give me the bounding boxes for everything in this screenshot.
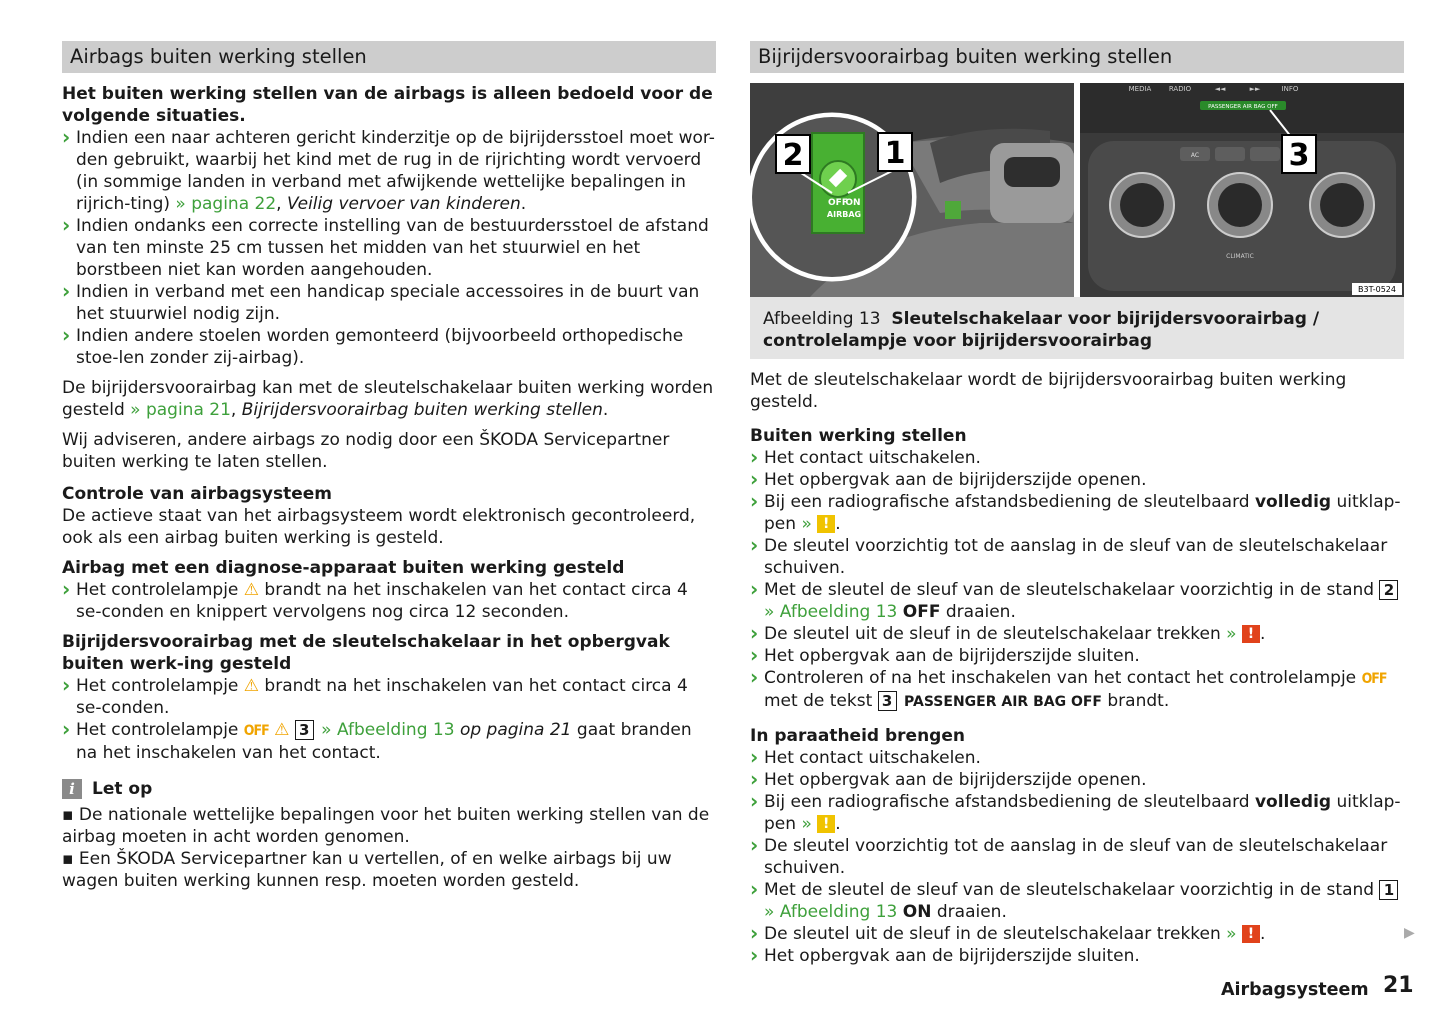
footer-section-title: Airbagsysteem (1221, 980, 1369, 1000)
svg-text:►►: ►► (1249, 85, 1261, 93)
disable-steps (750, 447, 1404, 713)
note-title: Let op (92, 779, 153, 799)
list-item: › Het controlelampje OFF ⚠ 3 » Afbeelding 13 op pagina 21 gaat branden na het inschakelen van het contact. (62, 719, 716, 764)
list-item: › Indien een naar achteren gericht kinderzitje op de bijrijdersstoel moet wor-den gebruikt, waarbij het kind met de rug in de rijrichting wordt vervoerd (in sommige landen in verband met afwijkende wettelijke bepalingen in rijrich-ting) » pagina 22, Veilig vervoer van kinderen. (62, 127, 716, 215)
climate-panel-illustration (1080, 83, 1404, 297)
page-link[interactable]: » pagina 22 (175, 194, 277, 214)
list-item: › De sleutel voorzichtig tot de aanslag in de sleuf van de sleutelschakelaar schuiven. (750, 535, 1404, 579)
figure-callout: 2 (1379, 580, 1398, 600)
page-link[interactable]: » pagina 21 (130, 400, 231, 420)
figure-panel-key-switch (750, 83, 1074, 297)
note-item: ▪ De nationale wettelijke bepalingen voor het buiten werking stellen van de airbag moeten in acht worden genomen. (62, 805, 710, 847)
list-item: › Het opbergvak aan de bijrijderszijde openen. (750, 469, 1404, 491)
next-page-arrow-icon[interactable]: ▶ (1404, 925, 1415, 941)
airbag-warning-icon: ⚠ (243, 580, 260, 600)
left-column (62, 41, 716, 892)
list-item: › De sleutel uit de sleuf in de sleutelschakelaar trekken » ! . (750, 623, 1404, 645)
dashboard-illustration (750, 83, 1074, 297)
section-heading-right: Bijrijdersvoorairbag buiten werking stellen (750, 41, 1404, 73)
subheading: Controle van airbagsysteem (62, 484, 333, 504)
airbag-warning-icon: ⚠ (243, 676, 260, 696)
list-item: › Het controlelampje ⚠ brandt na het inschakelen van het contact circa 4 se-conden en knippert vervolgens nog circa 12 seconden. (62, 579, 716, 623)
figure-13 (750, 83, 1404, 297)
figure-caption: Afbeelding 13 Sleutelschakelaar voor bijrijdersvoorairbag / controlelampje voor bijrijdersvoorairbag (750, 297, 1404, 359)
svg-text:◄◄: ◄◄ (1214, 85, 1226, 93)
list-item: › Met de sleutel de sleuf van de sleutelschakelaar voorzichtig in de stand 2 » Afbeelding 13 OFF draaien. (750, 579, 1404, 623)
svg-text:INFO: INFO (1281, 85, 1299, 93)
intro-text: Het buiten werking stellen van de airbags is alleen bedoeld voor de volgende situaties. (62, 84, 713, 126)
key-list (62, 675, 716, 764)
section-heading-left: Airbags buiten werking stellen (62, 41, 716, 73)
subheading: Bijrijdersvoorairbag met de sleutelschakelaar in het opbergvak buiten werk-ing gesteld (62, 632, 670, 674)
paragraph: Wij adviseren, andere airbags zo nodig door een ŠKODA Servicepartner buiten werking te laten stellen. (62, 430, 670, 472)
caution-icon[interactable]: ! (817, 815, 835, 833)
list-item: › Het opbergvak aan de bijrijderszijde sluiten. (750, 945, 1404, 967)
svg-text:CLIMATIC: CLIMATIC (1226, 253, 1254, 260)
list-item: › Met de sleutel de sleuf van de sleutelschakelaar voorzichtig in de stand 1 » Afbeelding 13 ON draaien. (750, 879, 1404, 923)
svg-text:PASSENGER AIR BAG OFF: PASSENGER AIR BAG OFF (1208, 104, 1278, 110)
subheading: In paraatheid brengen (750, 726, 965, 746)
list-item: › Indien ondanks een correcte instelling van de bestuurdersstoel de afstand van ten minste 25 cm tussen het midden van het stuurwiel en het borstbeen niet kan worden aangehouden. (62, 215, 716, 281)
subheading: Airbag met een diagnose-apparaat buiten werking gesteld (62, 558, 625, 578)
list-item: › Bij een radiografische afstandsbediening de sleutelbaard volledig uitklap-pen » ! . (750, 791, 1404, 835)
list-item: › Indien in verband met een handicap speciale accessoires in de buurt van het stuurwiel nodig zijn. (62, 281, 716, 325)
airbag-off-indicator: OFF (243, 723, 269, 739)
list-item: › Het contact uitschakelen. (750, 447, 1404, 469)
situations-list (62, 127, 716, 369)
svg-text:AC: AC (1190, 152, 1200, 159)
right-column (750, 41, 1404, 967)
note-header (62, 778, 716, 800)
callout-1: 1 (884, 136, 906, 171)
figure-code: B3T-0524 (1358, 285, 1396, 294)
list-item: › Het opbergvak aan de bijrijderszijde sluiten. (750, 645, 1404, 667)
figure-link[interactable]: » Afbeelding 13 (764, 602, 898, 622)
passenger-airbag-icon: ⚠ (274, 720, 290, 740)
info-icon: i (62, 779, 82, 799)
key-switch-small (945, 201, 961, 219)
enable-steps (750, 747, 1404, 967)
figure-link[interactable]: » Afbeelding 13 (321, 720, 455, 740)
list-item: › Het contact uitschakelen. (750, 747, 1404, 769)
paragraph: Met de sleutelschakelaar wordt de bijrijdersvoorairbag buiten werking gesteld. (750, 370, 1347, 412)
warning-icon[interactable]: ! (1242, 625, 1260, 643)
list-item: › Controleren of na het inschakelen van het contact het controlelampje OFF met de tekst 3 PASSENGER AIR BAG OFF brandt. (750, 667, 1404, 713)
figure-link[interactable]: » Afbeelding 13 (764, 902, 898, 922)
figure-panel-indicator (1080, 83, 1404, 297)
svg-text:MEDIA: MEDIA (1128, 85, 1152, 93)
callout-2: 2 (782, 138, 804, 173)
svg-text:RADIO: RADIO (1168, 85, 1192, 93)
diag-list (62, 579, 716, 623)
note-item: ▪ Een ŠKODA Servicepartner kan u vertellen, of en welke airbags bij uw wagen buiten werking kunnen resp. moeten worden gesteld. (62, 849, 672, 891)
list-item: › De sleutel uit de sleuf in de sleutelschakelaar trekken » ! . (750, 923, 1404, 945)
figure-callout: 3 (878, 691, 897, 711)
callout-3: 3 (1288, 138, 1310, 173)
airbag-off-indicator: OFF (1361, 671, 1387, 687)
subheading: Buiten werking stellen (750, 426, 967, 446)
list-item: › Het controlelampje ⚠ brandt na het inschakelen van het contact circa 4 se-conden. (62, 675, 716, 719)
caution-icon[interactable]: ! (817, 515, 835, 533)
figure-callout: 3 (295, 720, 314, 740)
list-item: › Indien andere stoelen worden gemonteerd (bijvoorbeeld orthopedische stoe-len zonder zij-airbag). (62, 325, 716, 369)
list-item: › De sleutel voorzichtig tot de aanslag in de sleuf van de sleutelschakelaar schuiven. (750, 835, 1404, 879)
paragraph: De bijrijdersvoorairbag kan met de sleutelschakelaar buiten werking worden gesteld » pagina 21, Bijrijdersvoorairbag buiten werking stellen. (62, 378, 714, 420)
switch-label: ON (845, 198, 861, 208)
warning-icon[interactable]: ! (1242, 925, 1260, 943)
list-item: › Het opbergvak aan de bijrijderszijde openen. (750, 769, 1404, 791)
switch-label: AIRBAG (826, 210, 862, 219)
note-body (62, 804, 716, 892)
figure-callout: 1 (1379, 880, 1398, 900)
page-number: 21 (1383, 973, 1414, 998)
list-item: › Bij een radiografische afstandsbediening de sleutelbaard volledig uitklap-pen » ! . (750, 491, 1404, 535)
switch-label: OFF (828, 198, 848, 208)
paragraph: De actieve staat van het airbagsysteem wordt elektronisch gecontroleerd, ook als een airbag buiten werking is gesteld. (62, 506, 696, 548)
